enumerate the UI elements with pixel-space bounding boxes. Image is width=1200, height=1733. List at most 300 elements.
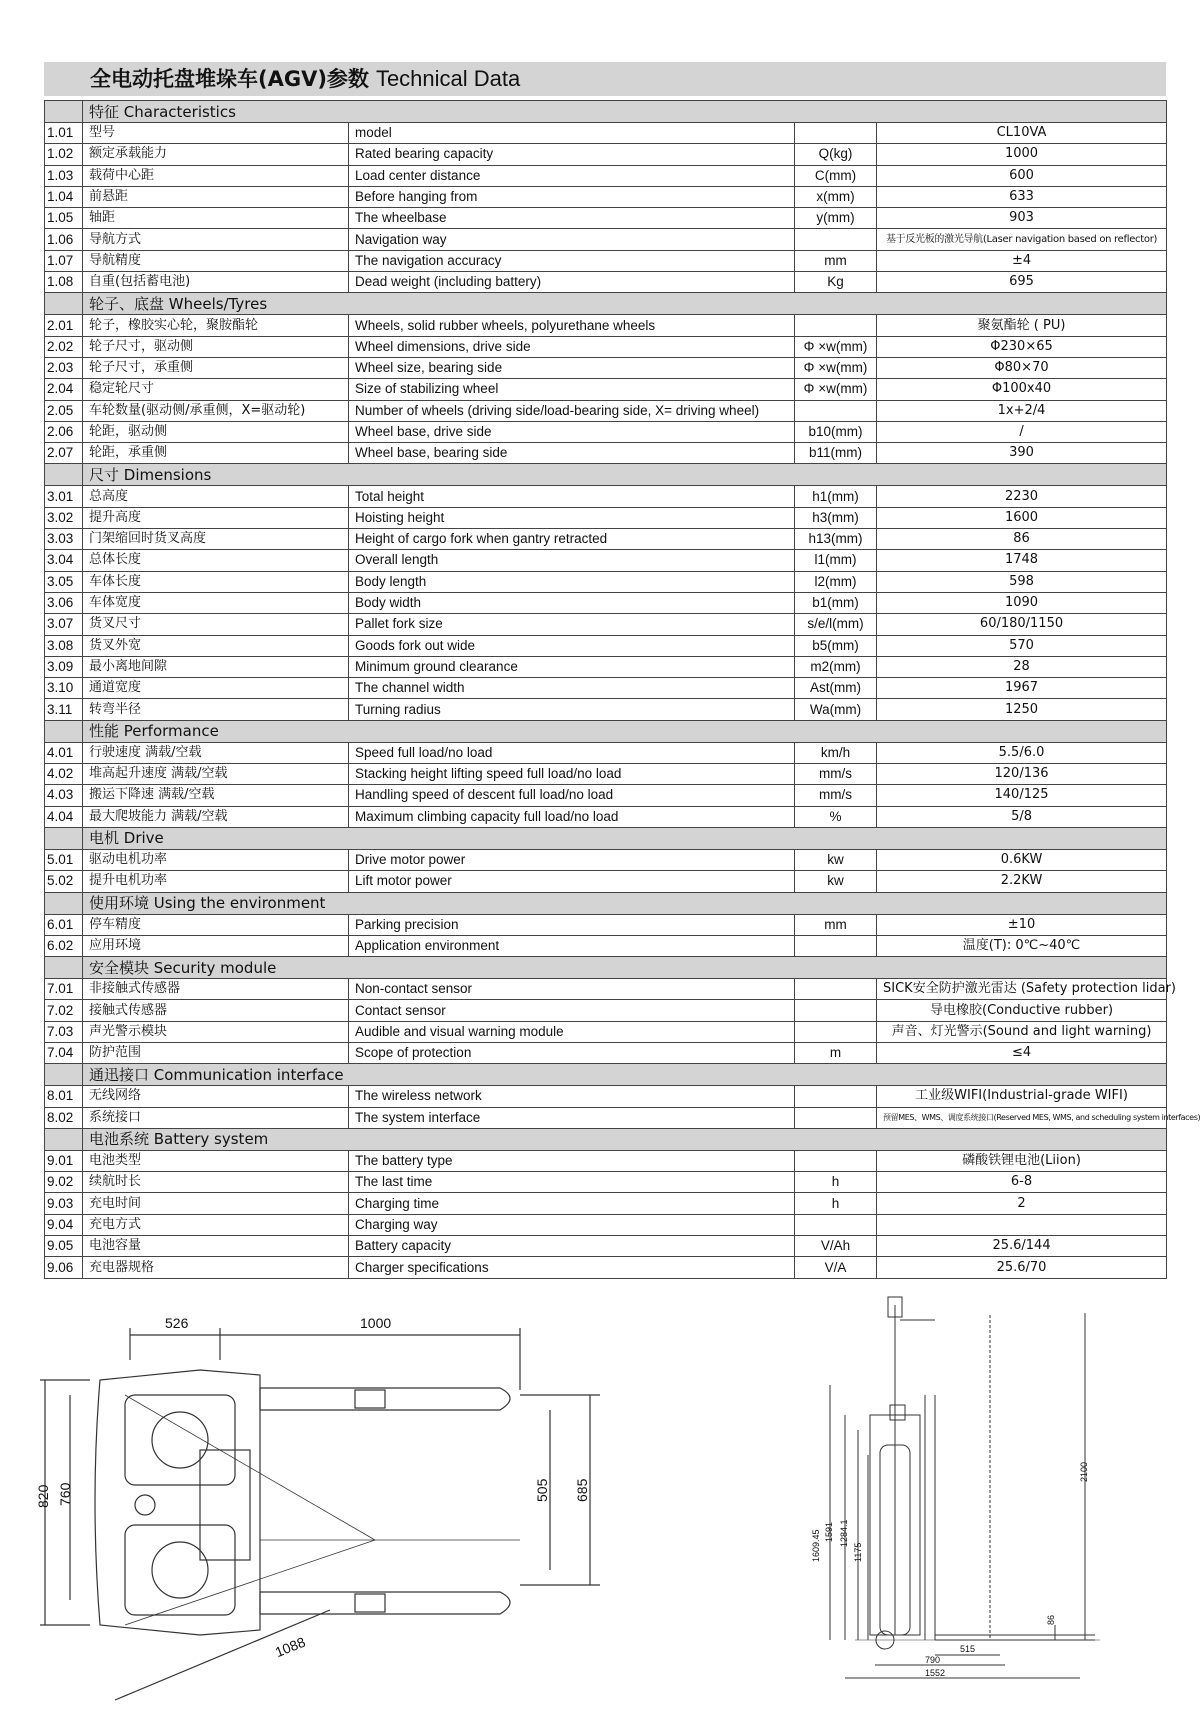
row-number: 6.01 [45, 914, 83, 935]
row-name-zh: 充电时间 [83, 1193, 349, 1214]
row-name-en: Speed full load/no load [349, 742, 795, 763]
row-value: 2230 [877, 486, 1167, 507]
row-value: 60/180/1150 [877, 614, 1167, 635]
row-name-en: Body width [349, 592, 795, 613]
row-number: 2.05 [45, 400, 83, 421]
row-value: 903 [877, 208, 1167, 229]
row-name-en: Parking precision [349, 914, 795, 935]
table-row [45, 935, 1167, 956]
row-number: 3.04 [45, 550, 83, 571]
row-unit: mm/s [795, 764, 877, 785]
row-name-zh: 自重(包括蓄电池) [83, 272, 349, 293]
row-name-zh: 载荷中心距 [83, 165, 349, 186]
row-name-zh: 总体长度 [83, 550, 349, 571]
section-header-number-cell [45, 101, 83, 123]
row-name-zh: 电池类型 [83, 1150, 349, 1171]
row-number: 2.01 [45, 315, 83, 336]
row-value: 2.2KW [877, 871, 1167, 892]
section-header [45, 464, 1167, 486]
table-row [45, 1257, 1167, 1278]
section-header [45, 827, 1167, 849]
row-unit: V/Ah [795, 1236, 877, 1257]
row-value: ±10 [877, 914, 1167, 935]
row-unit [795, 1214, 877, 1235]
row-value: 声音、灯光警示(Sound and light warning) [877, 1021, 1167, 1042]
row-number: 1.01 [45, 123, 83, 144]
row-name-zh: 轴距 [83, 208, 349, 229]
row-value: 140/125 [877, 785, 1167, 806]
row-value: 1000 [877, 144, 1167, 165]
table-row [45, 550, 1167, 571]
row-value: 1967 [877, 678, 1167, 699]
dim-86: 86 [1046, 1614, 1056, 1625]
table-row [45, 315, 1167, 336]
row-unit: kw [795, 871, 877, 892]
row-unit [795, 935, 877, 956]
row-name-zh: 搬运下降速 满载/空载 [83, 785, 349, 806]
row-value: 1090 [877, 592, 1167, 613]
row-number: 9.02 [45, 1172, 83, 1193]
table-row [45, 507, 1167, 528]
row-unit [795, 1000, 877, 1021]
row-number: 3.05 [45, 571, 83, 592]
row-name-en: model [349, 123, 795, 144]
row-value: 570 [877, 635, 1167, 656]
row-value [877, 1214, 1167, 1235]
row-unit [795, 979, 877, 1000]
table-row [45, 1042, 1167, 1063]
dim-1175: 1175 [853, 1542, 863, 1562]
row-unit: h3(mm) [795, 507, 877, 528]
table-row [45, 914, 1167, 935]
row-name-zh: 驱动电机功率 [83, 849, 349, 870]
row-value: 6-8 [877, 1172, 1167, 1193]
table-row [45, 1172, 1167, 1193]
row-number: 9.03 [45, 1193, 83, 1214]
row-unit: Wa(mm) [795, 699, 877, 720]
row-unit: mm/s [795, 785, 877, 806]
row-unit: Φ ×w(mm) [795, 357, 877, 378]
dim-515: 515 [960, 1644, 976, 1654]
row-value: 695 [877, 272, 1167, 293]
dim-505: 505 [534, 1478, 550, 1502]
row-name-en: Audible and visual warning module [349, 1021, 795, 1042]
row-value: 600 [877, 165, 1167, 186]
row-name-en: Drive motor power [349, 849, 795, 870]
row-number: 9.05 [45, 1236, 83, 1257]
row-unit: Kg [795, 272, 877, 293]
dim-1552: 1552 [925, 1668, 946, 1678]
row-name-zh: 货叉外宽 [83, 635, 349, 656]
row-unit: Φ ×w(mm) [795, 336, 877, 357]
page-title-en: Technical Data [375, 66, 521, 91]
section-title: 电池系统 Battery system [83, 1128, 1167, 1150]
row-name-zh: 声光警示模块 [83, 1021, 349, 1042]
section-header-number-cell [45, 827, 83, 849]
row-name-en: Before hanging from [349, 186, 795, 207]
row-name-en: Rated bearing capacity [349, 144, 795, 165]
row-number: 4.01 [45, 742, 83, 763]
row-number: 1.08 [45, 272, 83, 293]
row-name-en: Non-contact sensor [349, 979, 795, 1000]
row-number: 7.01 [45, 979, 83, 1000]
row-unit: h13(mm) [795, 529, 877, 550]
table-row [45, 742, 1167, 763]
row-name-en: Battery capacity [349, 1236, 795, 1257]
row-value: / [877, 421, 1167, 442]
row-unit: m2(mm) [795, 656, 877, 677]
row-name-en: Total height [349, 486, 795, 507]
row-number: 3.01 [45, 486, 83, 507]
section-header [45, 1128, 1167, 1150]
table-row [45, 635, 1167, 656]
row-number: 3.07 [45, 614, 83, 635]
row-unit [795, 1107, 877, 1128]
row-name-en: The navigation accuracy [349, 250, 795, 271]
row-name-en: Contact sensor [349, 1000, 795, 1021]
row-name-zh: 稳定轮尺寸 [83, 379, 349, 400]
row-unit: l1(mm) [795, 550, 877, 571]
dim-790: 790 [925, 1655, 941, 1665]
row-number: 8.01 [45, 1086, 83, 1107]
row-name-zh: 导航精度 [83, 250, 349, 271]
row-value: 聚氨酯轮 ( PU) [877, 315, 1167, 336]
row-name-zh: 接触式传感器 [83, 1000, 349, 1021]
row-unit: Q(kg) [795, 144, 877, 165]
row-unit: b11(mm) [795, 443, 877, 464]
row-name-zh: 防护范围 [83, 1042, 349, 1063]
row-name-en: Wheel base, bearing side [349, 443, 795, 464]
row-number: 3.10 [45, 678, 83, 699]
row-name-en: Minimum ground clearance [349, 656, 795, 677]
section-title: 特征 Characteristics [83, 101, 1167, 123]
row-value: CL10VA [877, 123, 1167, 144]
row-name-zh: 轮子尺寸，驱动侧 [83, 336, 349, 357]
row-name-en: Wheel size, bearing side [349, 357, 795, 378]
row-unit: km/h [795, 742, 877, 763]
row-unit [795, 229, 877, 250]
row-number: 1.06 [45, 229, 83, 250]
row-name-en: Overall length [349, 550, 795, 571]
row-name-en: Wheel base, drive side [349, 421, 795, 442]
row-unit: y(mm) [795, 208, 877, 229]
row-number: 3.06 [45, 592, 83, 613]
dim-820: 820 [35, 1484, 51, 1508]
table-row [45, 1021, 1167, 1042]
table-row [45, 357, 1167, 378]
table-row [45, 764, 1167, 785]
section-header-number-cell [45, 957, 83, 979]
section-header [45, 1064, 1167, 1086]
row-number: 2.02 [45, 336, 83, 357]
row-value: 86 [877, 529, 1167, 550]
table-row [45, 1236, 1167, 1257]
row-name-zh: 无线网络 [83, 1086, 349, 1107]
row-name-zh: 导航方式 [83, 229, 349, 250]
row-name-en: Size of stabilizing wheel [349, 379, 795, 400]
table-row [45, 529, 1167, 550]
row-value: 120/136 [877, 764, 1167, 785]
row-number: 3.11 [45, 699, 83, 720]
row-unit [795, 1021, 877, 1042]
row-name-en: Application environment [349, 935, 795, 956]
row-name-zh: 续航时长 [83, 1172, 349, 1193]
row-value: ≤4 [877, 1042, 1167, 1063]
table-row [45, 272, 1167, 293]
page-title-zh: 全电动托盘堆垛车(AGV)参数 [90, 67, 369, 91]
row-number: 8.02 [45, 1107, 83, 1128]
row-unit [795, 1086, 877, 1107]
row-name-zh: 提升高度 [83, 507, 349, 528]
row-value: 25.6/70 [877, 1257, 1167, 1278]
section-header [45, 720, 1167, 742]
row-name-zh: 门架缩回时货叉高度 [83, 529, 349, 550]
row-number: 9.01 [45, 1150, 83, 1171]
row-number: 2.07 [45, 443, 83, 464]
page-title [90, 66, 520, 93]
table-row [45, 486, 1167, 507]
row-number: 1.03 [45, 165, 83, 186]
row-value: 390 [877, 443, 1167, 464]
table-row [45, 592, 1167, 613]
row-unit [795, 315, 877, 336]
table-row [45, 421, 1167, 442]
row-number: 9.06 [45, 1257, 83, 1278]
row-number: 3.08 [45, 635, 83, 656]
row-value: ±4 [877, 250, 1167, 271]
row-number: 5.02 [45, 871, 83, 892]
row-unit: mm [795, 250, 877, 271]
row-value: 633 [877, 186, 1167, 207]
row-name-en: Goods fork out wide [349, 635, 795, 656]
row-name-en: Stacking height lifting speed full load/no load [349, 764, 795, 785]
row-number: 4.04 [45, 806, 83, 827]
row-name-zh: 车体宽度 [83, 592, 349, 613]
row-unit: b1(mm) [795, 592, 877, 613]
row-unit [795, 400, 877, 421]
table-row [45, 979, 1167, 1000]
row-name-zh: 最大爬坡能力 满载/空载 [83, 806, 349, 827]
section-title: 尺寸 Dimensions [83, 464, 1167, 486]
row-value: Φ80×70 [877, 357, 1167, 378]
row-unit: h [795, 1193, 877, 1214]
side-view-drawing [800, 1295, 1120, 1690]
table-row [45, 400, 1167, 421]
row-name-en: Wheel dimensions, drive side [349, 336, 795, 357]
table-row [45, 336, 1167, 357]
table-row [45, 165, 1167, 186]
row-unit: x(mm) [795, 186, 877, 207]
row-name-zh: 充电器规格 [83, 1257, 349, 1278]
row-name-zh: 车体长度 [83, 571, 349, 592]
row-unit: h1(mm) [795, 486, 877, 507]
row-name-zh: 车轮数量(驱动侧/承重侧，X=驱动轮) [83, 400, 349, 421]
section-title: 通迅接口 Communication interface [83, 1064, 1167, 1086]
top-view-drawing [30, 1300, 630, 1710]
section-title: 轮子、底盘 Wheels/Tyres [83, 293, 1167, 315]
row-number: 1.07 [45, 250, 83, 271]
dim-1000: 1000 [360, 1315, 392, 1331]
table-row [45, 1214, 1167, 1235]
row-name-en: The last time [349, 1172, 795, 1193]
row-value: 0.6KW [877, 849, 1167, 870]
row-name-zh: 系统接口 [83, 1107, 349, 1128]
row-value: 工业级WIFI(Industrial-grade WIFI) [877, 1086, 1167, 1107]
row-name-en: Charging time [349, 1193, 795, 1214]
row-unit: kw [795, 849, 877, 870]
row-value: SICK安全防护激光雷达 (Safety protection lidar) [877, 979, 1167, 1000]
table-row [45, 186, 1167, 207]
row-name-en: Hoisting height [349, 507, 795, 528]
row-name-en: Dead weight (including battery) [349, 272, 795, 293]
row-name-en: Handling speed of descent full load/no load [349, 785, 795, 806]
row-value: 磷酸铁锂电池(Liion) [877, 1150, 1167, 1171]
table-row [45, 1150, 1167, 1171]
row-number: 3.09 [45, 656, 83, 677]
row-number: 7.04 [45, 1042, 83, 1063]
row-name-zh: 轮子尺寸，承重侧 [83, 357, 349, 378]
section-title: 使用环境 Using the environment [83, 892, 1167, 914]
row-unit: s/e/l(mm) [795, 614, 877, 635]
row-name-zh: 转弯半径 [83, 699, 349, 720]
row-unit: V/A [795, 1257, 877, 1278]
dim-1591: 1591 [824, 1521, 834, 1542]
row-name-zh: 电池容量 [83, 1236, 349, 1257]
row-value: 5.5/6.0 [877, 742, 1167, 763]
row-name-en: Maximum climbing capacity full load/no load [349, 806, 795, 827]
row-unit: Ast(mm) [795, 678, 877, 699]
section-title: 电机 Drive [83, 827, 1167, 849]
row-value: 1250 [877, 699, 1167, 720]
row-name-en: Lift motor power [349, 871, 795, 892]
row-name-zh: 轮距，驱动侧 [83, 421, 349, 442]
title-bar [44, 62, 1166, 96]
section-header-number-cell [45, 293, 83, 315]
row-value: 温度(T): 0℃~40℃ [877, 935, 1167, 956]
row-name-zh: 货叉尺寸 [83, 614, 349, 635]
table-row [45, 849, 1167, 870]
table-row [45, 614, 1167, 635]
row-value: 598 [877, 571, 1167, 592]
row-unit: b5(mm) [795, 635, 877, 656]
row-name-zh: 堆高起升速度 满载/空载 [83, 764, 349, 785]
row-name-zh: 应用环境 [83, 935, 349, 956]
table-row [45, 1107, 1167, 1128]
row-number: 3.03 [45, 529, 83, 550]
row-number: 3.02 [45, 507, 83, 528]
row-name-en: Turning radius [349, 699, 795, 720]
row-name-en: Height of cargo fork when gantry retracted [349, 529, 795, 550]
row-number: 9.04 [45, 1214, 83, 1235]
row-unit [795, 123, 877, 144]
table-row [45, 656, 1167, 677]
table-row [45, 1000, 1167, 1021]
row-name-zh: 提升电机功率 [83, 871, 349, 892]
row-value: 1x+2/4 [877, 400, 1167, 421]
row-name-zh: 非接触式传感器 [83, 979, 349, 1000]
row-name-en: The battery type [349, 1150, 795, 1171]
row-unit: l2(mm) [795, 571, 877, 592]
row-value: 1600 [877, 507, 1167, 528]
row-value: 预留MES、WMS、调度系统接口(Reserved MES, WMS, and scheduling system interfaces) [877, 1107, 1167, 1128]
table-row [45, 208, 1167, 229]
row-value: 导电橡胶(Conductive rubber) [877, 1000, 1167, 1021]
section-header-number-cell [45, 1064, 83, 1086]
row-value: 28 [877, 656, 1167, 677]
row-name-zh: 最小离地间隙 [83, 656, 349, 677]
dim-1609-45: 1609.45 [811, 1529, 821, 1562]
section-title: 安全模块 Security module [83, 957, 1167, 979]
row-name-zh: 停车精度 [83, 914, 349, 935]
row-unit: h [795, 1172, 877, 1193]
table-row [45, 229, 1167, 250]
row-number: 4.02 [45, 764, 83, 785]
table-row [45, 443, 1167, 464]
row-number: 2.06 [45, 421, 83, 442]
row-value: 2 [877, 1193, 1167, 1214]
row-name-zh: 型号 [83, 123, 349, 144]
row-unit: m [795, 1042, 877, 1063]
row-number: 5.01 [45, 849, 83, 870]
row-value: 1748 [877, 550, 1167, 571]
section-header-number-cell [45, 1128, 83, 1150]
table-row [45, 571, 1167, 592]
dim-526: 526 [165, 1315, 189, 1331]
row-number: 6.02 [45, 935, 83, 956]
row-name-zh: 充电方式 [83, 1214, 349, 1235]
table-row [45, 379, 1167, 400]
row-name-zh: 额定承载能力 [83, 144, 349, 165]
row-name-en: Pallet fork size [349, 614, 795, 635]
row-name-en: Scope of protection [349, 1042, 795, 1063]
row-number: 2.03 [45, 357, 83, 378]
spec-table [44, 100, 1200, 1279]
table-row [45, 678, 1167, 699]
table-row [45, 699, 1167, 720]
row-name-en: The wheelbase [349, 208, 795, 229]
dim-1088: 1088 [272, 1633, 308, 1661]
section-header [45, 957, 1167, 979]
row-name-zh: 总高度 [83, 486, 349, 507]
table-row [45, 1193, 1167, 1214]
dim-2100: 2100 [1079, 1461, 1089, 1482]
row-value: 基于反光板的激光导航(Laser navigation based on reflector) [877, 229, 1167, 250]
row-name-zh: 行驶速度 满载/空载 [83, 742, 349, 763]
row-value: Φ100x40 [877, 379, 1167, 400]
section-title: 性能 Performance [83, 720, 1167, 742]
section-header-number-cell [45, 892, 83, 914]
table-row [45, 785, 1167, 806]
row-unit: % [795, 806, 877, 827]
row-unit: C(mm) [795, 165, 877, 186]
row-name-en: Body length [349, 571, 795, 592]
row-name-en: The wireless network [349, 1086, 795, 1107]
row-number: 7.03 [45, 1021, 83, 1042]
row-name-en: Number of wheels (driving side/load-bearing side, X= driving wheel) [349, 400, 795, 421]
table-row [45, 250, 1167, 271]
row-name-en: Load center distance [349, 165, 795, 186]
row-name-en: Navigation way [349, 229, 795, 250]
table-row [45, 123, 1167, 144]
section-header [45, 892, 1167, 914]
section-header-number-cell [45, 464, 83, 486]
row-name-en: Charger specifications [349, 1257, 795, 1278]
row-name-en: The system interface [349, 1107, 795, 1128]
dim-685: 685 [574, 1478, 590, 1502]
row-name-en: Wheels, solid rubber wheels, polyurethane wheels [349, 315, 795, 336]
row-unit: Φ ×w(mm) [795, 379, 877, 400]
row-unit: mm [795, 914, 877, 935]
